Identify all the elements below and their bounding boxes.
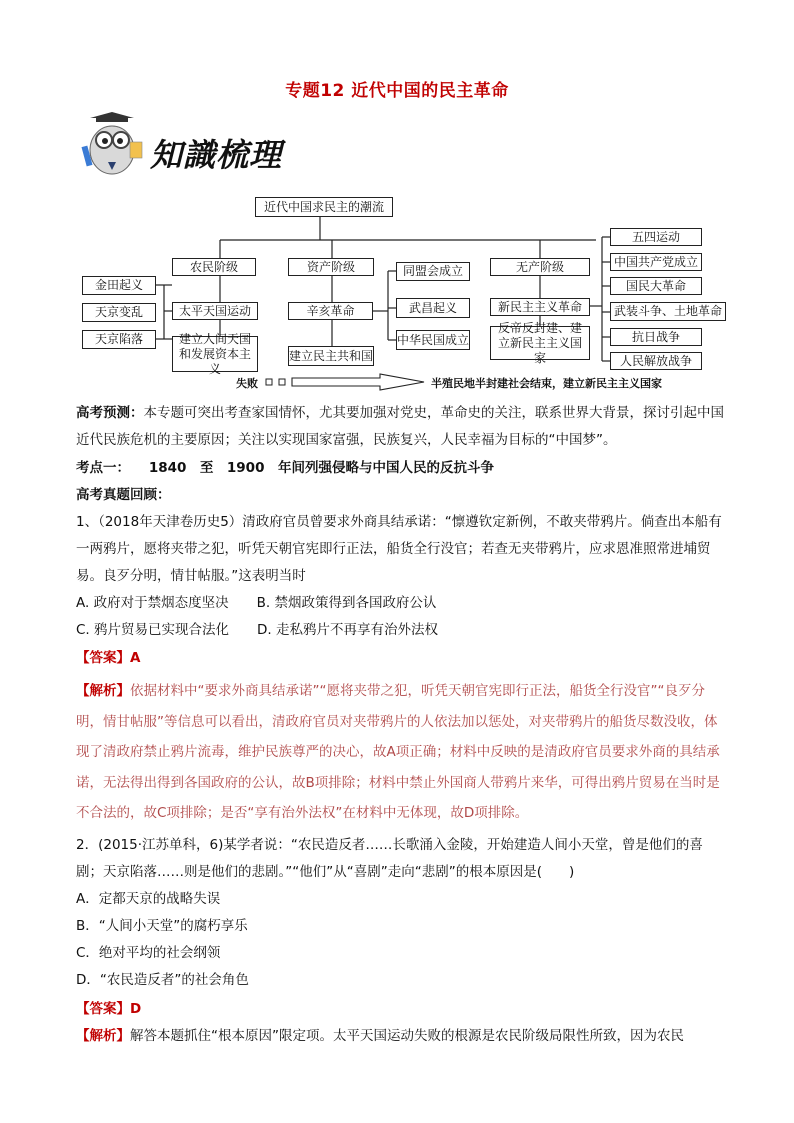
result-label: 半殖民地半封建社会结束，建立新民主主义国家	[431, 377, 662, 390]
q2-answer-tag: 【答案】	[76, 1001, 130, 1017]
proletariat-event-1: 五四运动	[610, 228, 702, 246]
proletariat-class: 无产阶级	[490, 258, 590, 276]
outcome-arrow	[266, 374, 424, 390]
peasant-class: 农民阶级	[172, 258, 256, 276]
q1-analysis-text: 依据材料中“要求外商具结承诺”“愿将夹带之犯，听凭天朝官宪即行正法，船货全行没官”“良歹分明，情甘帖服”等信息可以看出，清政府官员对夹带鸦片的人依法加以惩处，对夹带鸦片的船货尽数没收，体现了清政府禁止鸦片流毒，维护民族尊严的决心，故A项正确；材料中反映的是清政府官员要求外商的具结承诺，无法得出得到各国政府的公认，故B项排除；材料中禁止外国商人带鸦片来华，可得出鸦片贸易在当时是不合法的，故C项排除；是否“享有治外法权”在材料中无体现，故D项排除。	[76, 683, 720, 821]
bourgeois-outcome: 建立民主共和国	[288, 346, 374, 366]
q2-option-a: A．定都天京的战略失误	[76, 891, 221, 907]
knowledge-review-logo-text: 知識梳理	[150, 136, 283, 174]
proletariat-event-4: 武装斗争、土地革命	[610, 302, 726, 321]
proletariat-outcome: 反帝反封建、建立新民主主义国家	[490, 326, 590, 360]
prediction-paragraph	[76, 400, 726, 454]
proletariat-event-2: 中国共产党成立	[610, 253, 702, 271]
diagram-root: 近代中国求民主的潮流	[255, 197, 393, 217]
review-heading: 高考真题回顾：	[76, 487, 171, 503]
prediction-text: 本专题可突出考查家国情怀，尤其要加强对党史，革命史的关注，联系世界大背景，探讨引起中国近代民族危机的主要原因；关注以实现国家富强，民族复兴，人民幸福为目标的“中国梦”。	[76, 405, 724, 448]
peasant-event-3: 天京陷落	[82, 330, 156, 349]
peasant-movement: 太平天国运动	[172, 302, 258, 320]
q1-option-d: D. 走私鸦片不再享有治外法权	[257, 622, 438, 638]
question-1-stem: 1、（2018年天津卷历史5）清政府官员曾要求外商具结承诺：“懔遵钦定新例，不敢夹带鸦片。倘查出本船有一两鸦片，愿将夹带之犯，听凭天朝官宪即行正法，船货全行没官；若查无夹带鸦片，应求恩准照常进埔贸易。良歹分明，情甘帖服。”这表明当时	[76, 514, 722, 584]
q2-analysis-text: 解答本题抓住“根本原因”限定项。太平天国运动失败的根源是农民阶级局限性所致，因为农民	[130, 1028, 684, 1044]
q2-option-c: C．绝对平均的社会纲领	[76, 945, 221, 961]
peasant-outcome: 建立人间天国和发展资本主义	[172, 336, 258, 372]
bourgeois-event-2: 武昌起义	[396, 298, 470, 318]
q2-answer-value: D	[130, 1001, 142, 1017]
kaodian-heading	[76, 455, 726, 482]
q1-option-b: B. 禁烟政策得到各国政府公认	[256, 595, 437, 611]
q1-answer-line	[76, 645, 726, 672]
q1-answer-value: A	[130, 650, 141, 666]
page-title: 专题12 近代中国的民主革命	[285, 81, 509, 101]
q1-answer-tag: 【答案】	[76, 650, 130, 666]
proletariat-event-6: 人民解放战争	[610, 352, 702, 370]
q1-option-c: C. 鸦片贸易已实现合法化	[76, 622, 230, 638]
q2-answer-line	[76, 996, 726, 1023]
q1-analysis	[76, 676, 726, 829]
kaodian-label: 考点一：	[76, 460, 130, 476]
kaodian-text: 1840 至 1900 年间列强侵略与中国人民的反抗斗争	[148, 460, 494, 476]
failure-label: 失败	[236, 377, 258, 390]
question-1-options-row-1	[76, 590, 726, 617]
question-1-options-row-2	[76, 617, 726, 644]
bourgeois-movement: 辛亥革命	[288, 302, 373, 320]
q2-analysis-tag: 【解析】	[76, 1028, 130, 1044]
proletariat-movement: 新民主主义革命	[490, 298, 590, 316]
question-2-stem: 2．(2015·江苏单科，6)某学者说：“农民造反者……长歌涌入金陵，开始建造人间小天堂，曾是他们的喜剧；天京陷落……则是他们的悲剧。”“他们”从“喜剧”走向“悲剧”的根本原因是( )	[76, 837, 703, 880]
bourgeois-event-1: 同盟会成立	[396, 262, 470, 281]
q1-analysis-tag: 【解析】	[76, 683, 130, 699]
q2-option-d: D．“农民造反者”的社会角色	[76, 972, 249, 988]
peasant-event-1: 金田起义	[82, 276, 156, 295]
peasant-event-2: 天京变乱	[82, 303, 156, 322]
bourgeois-class: 资产阶级	[288, 258, 374, 276]
bourgeois-event-3: 中华民国成立	[396, 330, 470, 350]
q2-analysis	[76, 1023, 726, 1050]
prediction-label: 高考预测：	[76, 405, 144, 421]
q2-option-b: B．“人间小天堂”的腐朽享乐	[76, 918, 248, 934]
q1-option-a: A. 政府对于禁烟态度坚决	[76, 595, 229, 611]
proletariat-event-3: 国民大革命	[610, 277, 702, 295]
proletariat-event-5: 抗日战争	[610, 328, 702, 346]
